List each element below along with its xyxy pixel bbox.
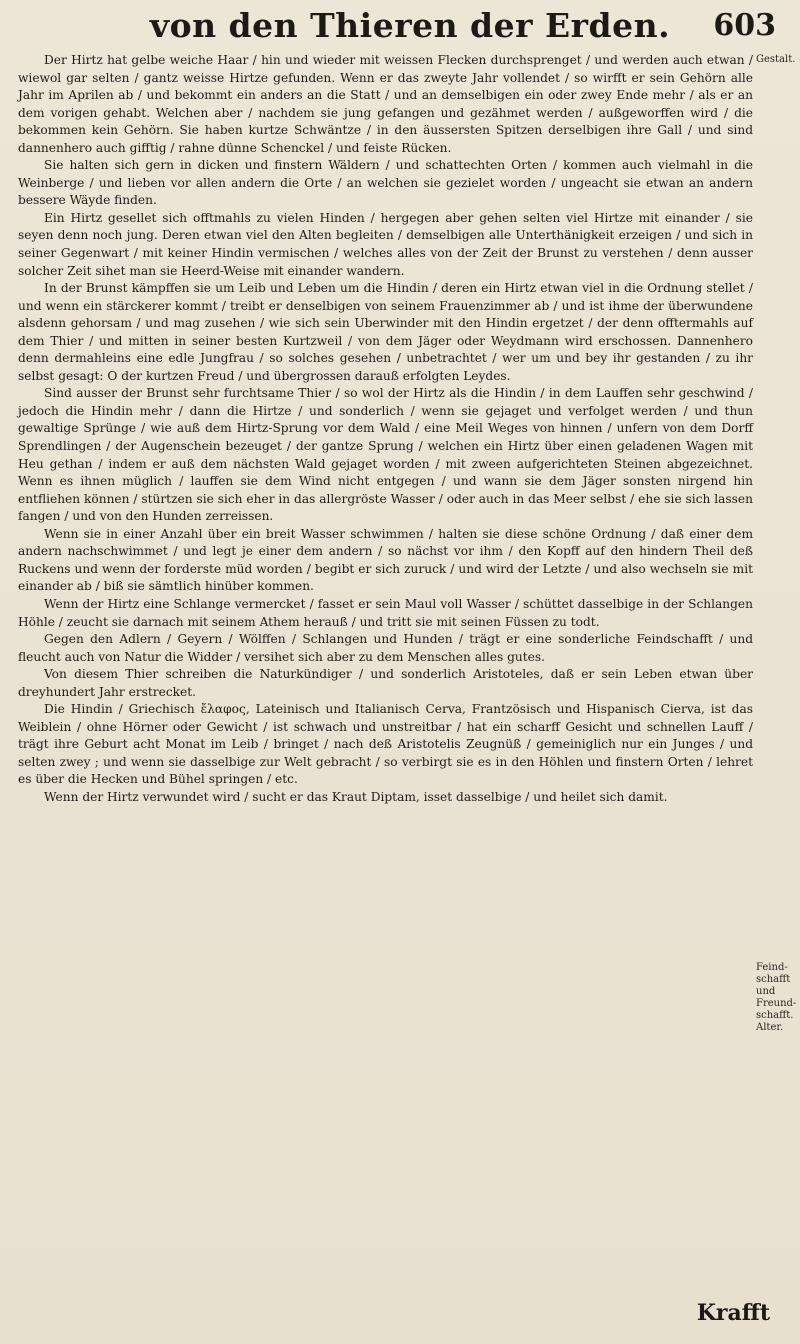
page-header bbox=[60, 6, 776, 50]
catchword: Krafft bbox=[696, 1300, 770, 1326]
paragraph: Ein Hirtz gesellet sich offtmahls zu vielen Hinden / hergegen aber gehen selten viel Hirtze mit einander / sie seyen denn noch jung. Deren etwan viel den Alten begleiten / demselbigen alle Unterthänigkeit erzeigen / und sich in seiner Gegenwart / mit keiner Hindin vermischen / welches alles von der Zeit der Brunst zu verstehen / denn ausser solcher Zeit sihet man sie Heerd-Weise mit einander wandern. bbox=[18, 210, 753, 278]
page-number: 603 bbox=[713, 8, 776, 43]
paragraph: Sind ausser der Brunst sehr furchtsame Thier / so wol der Hirtz als die Hindin / in dem Lauffen sehr geschwind / jedoch die Hindin mehr / dann die Hirtze / und sonderlich / wenn sie gejaget und verfolget werden / und thun gewaltige Sprünge / wie auß dem Hirtz-Sprung vor dem Wald / eine Meil Weges von hinnen / unfern von dem Dorff Sprendlingen / der Augenschein bezeuget / der gantze Sprung / welchen ein Hirtz über einen geladenen Wagen mit Heu gethan / indem er auß dem nächsten Wald gejaget worden / mit zween aufgerichteten Steinen abgezeichnet. Wenn es ihnen müglich / lauffen sie dem Wind nicht entgegen / und wann sie dem Jäger sonsten nirgend hin entfliehen können / stürtzen sie sich eher in das allergröste Wasser / oder auch in das Meer selbst / ehe sie sich lassen fangen / und von den Hunden zerreissen. bbox=[18, 386, 753, 524]
paragraph: Die Hindin / Griechisch ἔλαφος, Lateinisch und Italianisch Cerva, Frantzösisch und Hispanisch Cierva, ist das Weiblein / ohne Hörner oder Gewicht / ist schwach und unstreitbar / hat ein scharff Gesicht und schnellen Lauff / trägt ihre Geburt acht Monat im Leib / bringet / nach deß Aristotelis Zeugnüß / gemeiniglich nur ein Junges / und selten zwey ; und wenn sie dasselbige zur Welt gebracht / so verbirgt sie es in den Höhlen und finstern Orten / lehret es über die Hecken und Bühel springen / etc. bbox=[18, 702, 753, 787]
margin-note: Freund-schafft. Alter. bbox=[756, 998, 797, 1033]
body-text bbox=[18, 52, 753, 807]
paragraph: Der Hirtz hat gelbe weiche Haar / hin und wieder mit weissen Flecken durchsprenget / und werden auch etwan / wiewol gar selten / gantz weisse Hirtze gefunden. Wenn er das zweyte Jahr vollendet / so wirfft er sein Gehörn alle Jahr im Aprilen ab / und bekommt ein anders an die Statt / und an demselbigen ein oder zwey Ende mehr / als er an dem vorigen gehabt. Welchen aber / nachdem sie jung gefangen und gezähmet werden / außgeworffen wird / die bekommen kein Gehörn. Sie haben kurtze Schwäntze / in den äussersten Spitzen derselbigen ihre Gall / und sind dannenhero auch gifftig / rahne dünne Schenckel / und feiste Rücken. bbox=[18, 53, 753, 155]
margin-note: Gestalt. bbox=[756, 54, 796, 65]
running-head: von den Thieren der Erden. bbox=[149, 6, 671, 45]
paragraph: Wenn der Hirtz verwundet wird / sucht er das Kraut Diptam, isset dasselbige / und heilet sich damit. bbox=[44, 789, 668, 804]
paragraph: Wenn der Hirtz eine Schlange vermercket / fasset er sein Maul voll Wasser / schüttet dasselbige in der Schlangen Höhle / zeucht sie darnach mit seinem Athem herauß / und tritt sie mit seinen Füssen zu todt. bbox=[18, 596, 753, 629]
paragraph: In der Brunst kämpffen sie um Leib und Leben um die Hindin / deren ein Hirtz etwan viel in die Ordnung stellet / und wenn ein stärckerer kommt / treibt er denselbigen von seinem Frauenzimmer ab / und ist ihme der überwundene alsdenn gehorsam / und mag zusehen / wie sich sein Uberwinder mit den Hindin ergetzet / der denn offtermahls auf dem Thier / und mitten in seiner besten Kurtzweil / von dem Jäger oder Weydmann wird erschossen. Dannenhero denn dermahleins eine edle Jungfrau / so solches gesehen / unbetrachtet / wer um und bey ihr gestanden / zu ihr selbst gesagt: O der kurtzen Freud / und übergrossen darauß erfolgten Leydes. bbox=[18, 281, 753, 383]
paragraph: Gegen den Adlern / Geyern / Wölffen / Schlangen und Hunden / trägt er eine sonderliche Feindschafft / und fleucht auch von Natur die Widder / versihet sich aber zu dem Menschen alles gutes. bbox=[18, 632, 753, 664]
paragraph: Sie halten sich gern in dicken und finstern Wäldern / und schattechten Orten / kommen auch vielmahl in die Weinberge / und lieben vor allen andern die Orte / an welchen sie gezielet worden / ungeacht sie etwan an andern bessere Wäyde finden. bbox=[18, 158, 753, 208]
margin-note: Feind-schafft und bbox=[756, 962, 791, 997]
paragraph: Von diesem Thier schreiben die Naturkündiger / und sonderlich Aristoteles, daß er sein Leben etwan über dreyhundert Jahr erstrecket. bbox=[18, 667, 753, 699]
paragraph: Wenn sie in einer Anzahl über ein breit Wasser schwimmen / halten sie diese schöne Ordnung / daß einer dem andern nachschwimmet / und legt je einer dem andern / so nächst vor ihm / den Kopff auf den hindern Theil deß Ruckens und wenn der forderste müd worden / begibt er sich zuruck / und wird der Letzte / und also wechseln sie mit einander ab / biß sie sämtlich hinüber kommen. bbox=[18, 526, 753, 594]
